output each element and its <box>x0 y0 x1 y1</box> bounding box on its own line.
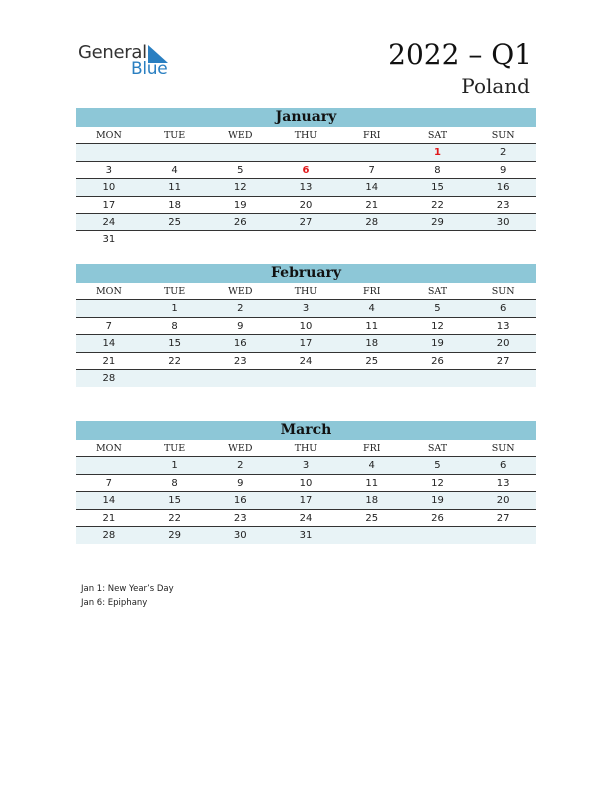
day-cell: 21 <box>102 355 116 367</box>
day-cell: 3 <box>302 303 310 315</box>
day-cell <box>76 300 142 316</box>
day-cell: 10 <box>299 477 313 489</box>
month-calendar-february <box>76 264 536 387</box>
week-row <box>76 144 536 161</box>
day-cell <box>273 370 339 387</box>
day-cell: 14 <box>365 182 379 194</box>
day-cell: 28 <box>365 216 379 228</box>
day-cell: 6 <box>499 460 507 472</box>
day-cell <box>76 144 142 160</box>
day-cell: 23 <box>233 355 247 367</box>
day-cell <box>142 144 208 160</box>
day-cell: 9 <box>237 320 244 332</box>
day-cell: 7 <box>105 477 113 489</box>
day-cell: 6 <box>302 164 310 176</box>
day-cell <box>470 527 536 544</box>
day-cell: 16 <box>233 495 247 507</box>
month-calendar-march <box>76 421 536 544</box>
weekday-label: THU <box>294 443 318 454</box>
generalblue-logo <box>78 42 178 82</box>
day-cell: 18 <box>365 495 379 507</box>
day-cell: 21 <box>102 512 116 524</box>
weekday-label: WED <box>228 286 253 297</box>
month-calendar-january <box>76 108 536 249</box>
week-row <box>76 300 536 317</box>
day-cell: 7 <box>105 320 113 332</box>
week-row <box>76 231 536 248</box>
page-title: 2022 – Q1 <box>388 38 532 71</box>
day-cell: 11 <box>365 320 379 332</box>
month-title: March <box>76 421 536 440</box>
day-cell: 9 <box>499 164 507 176</box>
day-cell: 28 <box>102 529 116 541</box>
day-cell: 12 <box>233 182 247 194</box>
week-row <box>76 475 536 492</box>
day-cell: 25 <box>365 512 379 524</box>
day-cell: 23 <box>496 199 510 211</box>
day-cell: 20 <box>496 495 510 507</box>
week-row <box>76 214 536 231</box>
week-row <box>76 162 536 179</box>
day-cell: 17 <box>102 199 116 211</box>
weekday-label: WED <box>228 443 253 454</box>
logo-text-general: General <box>78 42 147 63</box>
day-cell: 7 <box>368 164 375 176</box>
weekday-header-row <box>76 127 536 144</box>
day-cell: 15 <box>431 182 444 194</box>
weekday-label: FRI <box>362 443 381 454</box>
day-cell: 31 <box>102 234 116 246</box>
day-cell <box>405 370 471 387</box>
day-cell: 3 <box>105 164 113 176</box>
day-cell: 4 <box>368 460 375 472</box>
day-cell: 2 <box>237 303 244 315</box>
day-cell: 30 <box>496 216 510 228</box>
day-cell <box>142 231 208 248</box>
holiday-note: Jan 1: New Year’s Day <box>81 584 174 594</box>
day-cell <box>339 527 405 544</box>
week-row <box>76 197 536 214</box>
day-cell: 15 <box>168 338 181 350</box>
day-cell: 12 <box>431 477 444 489</box>
week-row <box>76 179 536 196</box>
day-cell: 26 <box>431 512 444 524</box>
day-cell: 14 <box>102 338 116 350</box>
country-name: Poland <box>461 74 530 98</box>
weekday-label: THU <box>294 130 318 141</box>
holiday-notes <box>81 582 174 610</box>
day-cell <box>470 370 536 387</box>
weekday-label: MON <box>95 443 122 454</box>
day-cell: 4 <box>171 164 178 176</box>
day-cell: 18 <box>168 199 181 211</box>
day-cell: 4 <box>368 303 375 315</box>
day-cell: 19 <box>431 495 444 507</box>
day-cell: 27 <box>496 512 510 524</box>
day-cell <box>76 457 142 473</box>
day-cell: 13 <box>496 320 510 332</box>
day-cell: 29 <box>431 216 444 228</box>
day-cell: 5 <box>434 303 441 315</box>
weekday-label: SUN <box>491 443 515 454</box>
day-cell: 10 <box>299 320 313 332</box>
day-cell: 13 <box>299 182 313 194</box>
day-cell <box>142 370 208 387</box>
week-row <box>76 492 536 509</box>
day-cell: 22 <box>168 512 181 524</box>
weekday-label: FRI <box>362 130 381 141</box>
logo-text-blue: Blue <box>131 59 168 79</box>
day-cell: 14 <box>102 495 116 507</box>
week-row <box>76 318 536 335</box>
day-cell: 11 <box>168 182 181 194</box>
day-cell: 24 <box>299 355 313 367</box>
day-cell: 22 <box>431 199 444 211</box>
day-cell: 29 <box>168 529 181 541</box>
weekday-label: SUN <box>491 286 515 297</box>
day-cell <box>339 231 405 248</box>
day-cell: 23 <box>233 512 247 524</box>
day-cell: 25 <box>168 216 181 228</box>
day-cell <box>405 527 471 544</box>
day-cell: 24 <box>102 216 116 228</box>
day-cell: 11 <box>365 477 379 489</box>
day-cell: 27 <box>496 355 510 367</box>
weekday-label: WED <box>228 130 253 141</box>
day-cell: 5 <box>237 164 244 176</box>
weekday-label: SAT <box>427 130 448 141</box>
day-cell: 8 <box>171 477 178 489</box>
week-row <box>76 527 536 544</box>
day-cell <box>207 231 273 248</box>
day-cell: 8 <box>434 164 441 176</box>
weekday-label: SAT <box>427 286 448 297</box>
day-cell: 13 <box>496 477 510 489</box>
day-cell: 2 <box>499 147 507 159</box>
day-cell <box>339 144 405 160</box>
day-cell <box>339 370 405 387</box>
month-title: February <box>76 264 536 283</box>
weekday-header-row <box>76 440 536 457</box>
weekday-label: TUE <box>163 443 186 454</box>
day-cell: 16 <box>496 182 510 194</box>
day-cell: 19 <box>431 338 444 350</box>
weekday-label: TUE <box>163 130 186 141</box>
day-cell: 1 <box>171 303 178 315</box>
day-cell: 8 <box>171 320 178 332</box>
day-cell: 5 <box>434 460 441 472</box>
day-cell: 2 <box>237 460 244 472</box>
day-cell <box>470 231 536 248</box>
weekday-header-row <box>76 283 536 300</box>
day-cell: 21 <box>365 199 379 211</box>
day-cell: 1 <box>171 460 178 472</box>
day-cell: 12 <box>431 320 444 332</box>
day-cell <box>273 231 339 248</box>
day-cell: 16 <box>233 338 247 350</box>
week-row <box>76 335 536 352</box>
week-row <box>76 353 536 370</box>
day-cell: 26 <box>233 216 247 228</box>
weekday-label: SAT <box>427 443 448 454</box>
day-cell: 9 <box>237 477 244 489</box>
day-cell: 18 <box>365 338 379 350</box>
day-cell <box>405 231 471 248</box>
day-cell: 15 <box>168 495 181 507</box>
weekday-label: TUE <box>163 286 186 297</box>
month-title: January <box>76 108 536 127</box>
holiday-note: Jan 6: Epiphany <box>81 598 148 608</box>
weekday-label: THU <box>294 286 318 297</box>
day-cell: 19 <box>233 199 247 211</box>
day-cell: 31 <box>299 529 313 541</box>
day-cell: 17 <box>299 495 313 507</box>
day-cell: 25 <box>365 355 379 367</box>
day-cell: 24 <box>299 512 313 524</box>
day-cell: 17 <box>299 338 313 350</box>
day-cell: 10 <box>102 182 116 194</box>
day-cell: 6 <box>499 303 507 315</box>
week-row <box>76 510 536 527</box>
day-cell: 20 <box>299 199 313 211</box>
day-cell: 22 <box>168 355 181 367</box>
day-cell: 28 <box>102 372 116 384</box>
week-row <box>76 370 536 387</box>
day-cell: 26 <box>431 355 444 367</box>
day-cell: 27 <box>299 216 313 228</box>
day-cell: 20 <box>496 338 510 350</box>
day-cell <box>207 370 273 387</box>
day-cell: 30 <box>233 529 247 541</box>
day-cell <box>273 144 339 160</box>
day-cell: 1 <box>433 147 441 159</box>
weekday-label: FRI <box>362 286 381 297</box>
day-cell <box>207 144 273 160</box>
weekday-label: MON <box>95 286 122 297</box>
weekday-label: MON <box>95 130 122 141</box>
day-cell: 3 <box>302 460 310 472</box>
week-row <box>76 457 536 474</box>
weekday-label: SUN <box>491 130 515 141</box>
